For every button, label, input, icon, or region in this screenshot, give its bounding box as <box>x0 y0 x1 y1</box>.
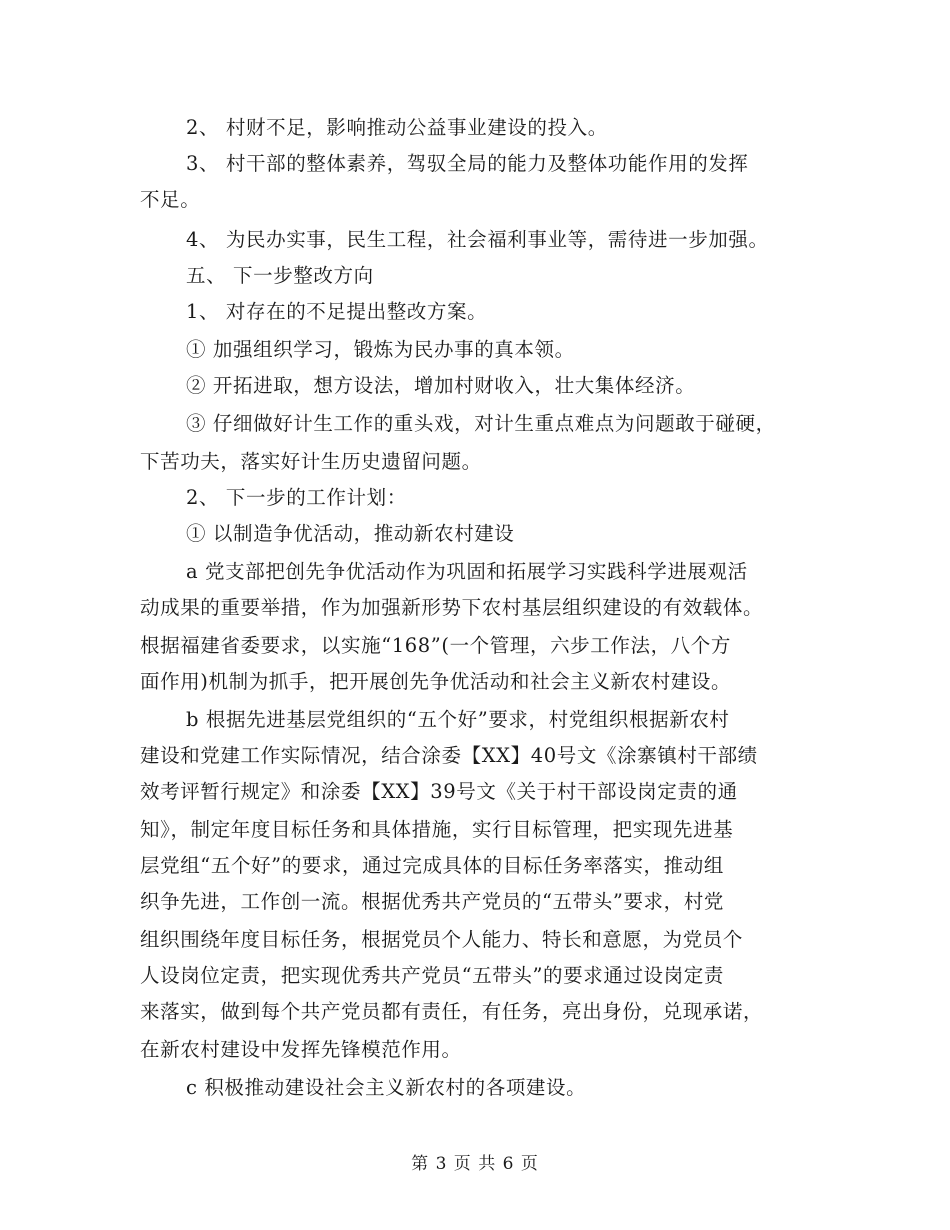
text-line: 2、 下一步的工作计划： <box>186 486 407 509</box>
text-line: 下苦功夫，落实好计生历史遗留问题。 <box>140 450 482 473</box>
text-line: 动成果的重要举措，作为加强新形势下农村基层组织建设的有效载体。 <box>140 596 764 619</box>
page-footer: 第 3 页 共 6 页 <box>411 1154 539 1174</box>
text-line: 面作用)机制为抓手，把开展创先争优活动和社会主义新农村建设。 <box>140 670 732 693</box>
text-line: ③ 仔细做好计生工作的重头戏，对计生重点难点为问题敢于碰硬， <box>186 412 776 435</box>
text-line: c 积极推动建设社会主义新农村的各项建设。 <box>186 1076 587 1099</box>
text-line: 组织围绕年度目标任务，根据党员个人能力、特长和意愿，为党员个 <box>140 928 744 951</box>
text-line: 1、 对存在的不足提出整改方案。 <box>186 300 488 323</box>
text-line: 4、 为民办实事，民生工程，社会福利事业等，需待进一步加强。 <box>186 228 769 251</box>
text-line: ① 加强组织学习，锻炼为民办事的真本领。 <box>186 338 575 361</box>
text-line: 效考评暂行规定》和涂委【XX】39号文《关于村干部设岗定责的通 <box>140 780 738 803</box>
text-line: 2、 村财不足，影响推动公益事业建设的投入。 <box>186 116 608 139</box>
text-line: 织争先进，工作创一流。根据优秀共产党员的“五带头”要求，村党 <box>140 890 724 913</box>
text-line: b 根据先进基层党组织的“五个好”要求，村党组织根据新农村 <box>186 708 730 731</box>
text-line: 不足。 <box>140 188 201 211</box>
text-line: 层党组“五个好”的要求，通过完成具体的目标任务率落实，推动组 <box>140 854 724 877</box>
text-line: 建设和党建工作实际情况，结合涂委【XX】40号文《涂寨镇村干部绩 <box>140 744 758 767</box>
text-line: 来落实，做到每个共产党员都有责任，有任务，亮出身份，兑现承诺， <box>140 1000 764 1023</box>
text-line: 3、 村干部的整体素养，驾驭全局的能力及整体功能作用的发挥 <box>186 152 749 175</box>
text-line: ② 开拓进取，想方设法，增加村财收入，壮大集体经济。 <box>186 374 696 397</box>
section-heading: 五、 下一步整改方向 <box>186 264 374 287</box>
text-line: 根据福建省委要求，以实施“168”(一个管理，六步工作法，八个方 <box>140 634 731 657</box>
text-line: 人设岗位定责，把实现优秀共产党员“五带头”的要求通过设岗定责 <box>140 964 724 987</box>
text-line: ① 以制造争优活动，推动新农村建设 <box>186 522 515 545</box>
text-line: 在新农村建设中发挥先锋模范作用。 <box>140 1038 462 1061</box>
text-line: 知》，制定年度目标任务和具体措施，实行目标管理，把实现先进基 <box>140 818 734 841</box>
text-line: a 党支部把创先争优活动作为巩固和拓展学习实践科学进展观活 <box>186 560 748 583</box>
